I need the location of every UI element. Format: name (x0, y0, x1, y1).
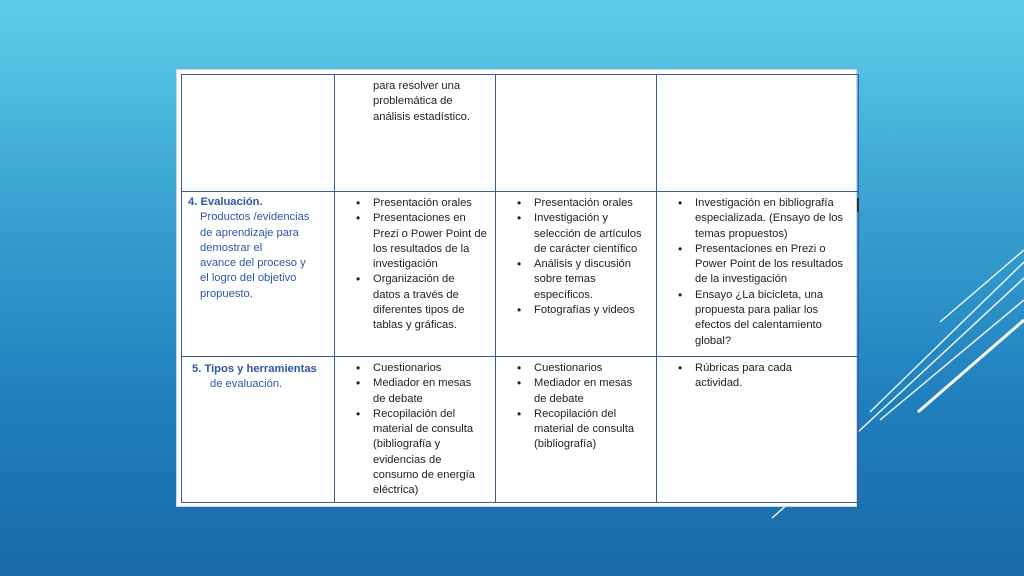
table-cell (335, 192, 496, 357)
list-item-line: de debate (534, 392, 584, 405)
list-item-line: global? (695, 334, 732, 347)
list-item (695, 196, 854, 242)
list-item-line: • Presentaciones en Prezi o (695, 242, 826, 255)
table-edge-mark (857, 198, 859, 212)
list-item (534, 211, 652, 257)
cell-line: análisis estadístico. (373, 110, 471, 123)
list-item-line: • Organización de (373, 273, 455, 286)
list-item-line: selección de artículos (534, 227, 642, 240)
table-row (182, 357, 859, 503)
list-item-line: Power Point de los resultados (695, 258, 844, 271)
list-item-line: temas propuestos) (695, 227, 788, 240)
evaluation-rubric-table (181, 74, 859, 503)
list-item (373, 272, 491, 333)
table-cell (182, 192, 335, 357)
list-item-line: • Análisis y discusión (534, 258, 632, 271)
list-item-line: • Investigación y (534, 212, 609, 225)
list-item (695, 242, 854, 288)
list-item-line: actividad. (695, 377, 743, 390)
list-item-line: evidencias de (373, 453, 442, 466)
list-item-line: • Ensayo ¿La bicicleta, una (695, 288, 824, 301)
list-item-line: • Mediador en mesas (373, 377, 472, 390)
list-item (373, 361, 491, 376)
list-item-line: • Recopilación del (373, 407, 456, 420)
list-item-line: • Cuestionarios (534, 362, 603, 374)
list-item (534, 376, 652, 407)
list-item-line: diferentes tipos de (373, 304, 465, 317)
list-item (373, 211, 491, 272)
list-item-line: • Fotografías y videos (534, 304, 635, 317)
list-item-line: • Rúbricas para cada (695, 362, 793, 374)
list-item-line: • Mediador en mesas (534, 377, 633, 390)
list-item (534, 303, 652, 318)
cell-line: problemática de (373, 95, 453, 108)
row-heading-evaluacion (182, 192, 334, 302)
list-item (373, 407, 491, 499)
list-item (373, 196, 491, 211)
bullet-list (335, 361, 495, 499)
list-item (534, 361, 652, 376)
row-heading-title: 5. Tipos y herramientas (192, 363, 317, 375)
list-item-line: (bibliografía y (373, 438, 441, 451)
list-item-line: efectos del calentamiento (695, 319, 822, 332)
list-item-line: de la investigación (695, 273, 788, 286)
table-cell (657, 357, 859, 503)
list-item (373, 376, 491, 407)
list-item-line: especializada. (Ensayo de los (695, 212, 844, 225)
rubric-table-image (176, 69, 857, 507)
table-cell (496, 192, 657, 357)
list-item-line: de debate (373, 392, 423, 405)
list-item-line: • Presentación orales (534, 197, 633, 209)
row-heading-tipos (182, 357, 334, 393)
list-item-line: • Recopilación del (534, 407, 617, 420)
table-cell (657, 192, 859, 357)
list-item-line: consumo de energía (373, 469, 475, 482)
list-item-line: • Investigación en bibliografía (695, 197, 834, 209)
cell-line: para resolver una (373, 80, 461, 92)
list-item-line: específicos. (534, 288, 594, 301)
row-heading-line: de evaluación. (210, 378, 283, 391)
row-heading-line: el logro del objetivo (200, 272, 297, 285)
list-item-line: • Cuestionarios (373, 362, 442, 374)
bullet-list (496, 196, 656, 318)
list-item (695, 288, 854, 349)
list-item-line: tablas y gráficas. (373, 319, 457, 332)
list-item (695, 361, 854, 392)
table-cell (657, 75, 859, 192)
list-item-line: propuesta para paliar los (695, 304, 819, 317)
list-item-line: eléctrica) (373, 484, 419, 497)
row-heading-title: 4. Evaluación. (188, 196, 263, 208)
table-cell (496, 357, 657, 503)
list-item-line: investigación (373, 258, 438, 271)
list-item-line: • Presentaciones en (373, 212, 466, 225)
row-heading-line: Productos /evidencias (200, 211, 310, 224)
list-item-line: material de consulta (534, 423, 635, 436)
list-item-line: (bibliografía) (534, 438, 597, 451)
table-cell (335, 75, 496, 192)
list-item (534, 196, 652, 211)
list-item-line: datos a través de (373, 288, 459, 301)
list-item-line: • Presentación orales (373, 197, 472, 209)
list-item-line: de carácter científico (534, 242, 638, 255)
row-heading-line: de aprendizaje para (200, 226, 299, 239)
row-heading-line: avance del proceso y (200, 257, 306, 270)
table-cell (182, 357, 335, 503)
bullet-list (657, 361, 858, 392)
table-cell (335, 357, 496, 503)
list-item-line: los resultados de la (373, 242, 470, 255)
list-item-line: Prezi o Power Point de (373, 227, 487, 240)
list-item (534, 257, 652, 303)
table-cell (496, 75, 657, 192)
table-row (182, 192, 859, 357)
row-heading-line: propuesto. (200, 287, 253, 300)
bullet-list (335, 196, 495, 334)
table-cell (182, 75, 335, 192)
list-item-line: sobre temas (534, 273, 596, 286)
bullet-list (496, 361, 656, 453)
bullet-list (657, 196, 858, 349)
list-item (534, 407, 652, 453)
row-heading-line: demostrar el (200, 241, 263, 254)
list-item-line: material de consulta (373, 423, 474, 436)
table-row (182, 75, 859, 192)
